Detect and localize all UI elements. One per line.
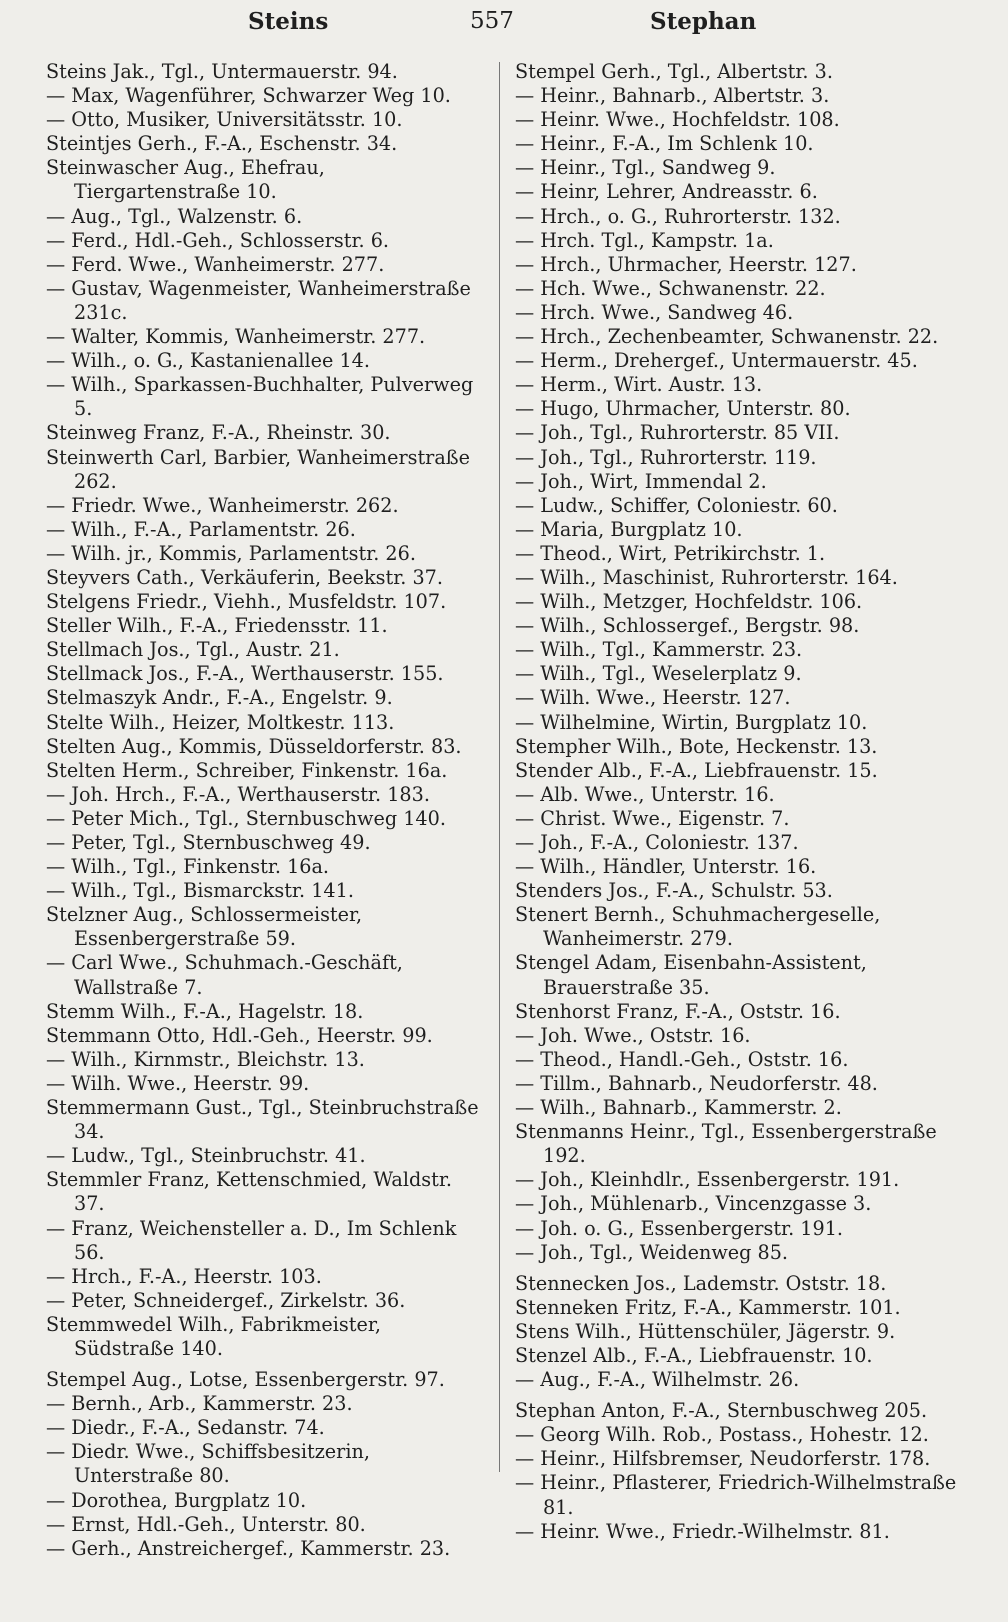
directory-entry: — Wilh. jr., Kommis, Parlamentstr. 26.	[46, 541, 416, 565]
directory-entry: Stenzel Alb., F.-A., Liebfrauenstr. 10.	[515, 1343, 873, 1367]
directory-entry: — Heinr., Tgl., Sandweg 9.	[515, 156, 776, 180]
directory-entry: Stemm Wilh., F.-A., Hagelstr. 18.	[46, 999, 364, 1023]
directory-entry: — Peter Mich., Tgl., Sternbuschweg 140.	[46, 806, 446, 830]
directory-entry: — Max, Wagenführer, Schwarzer Weg 10.	[46, 84, 451, 108]
directory-entry: Stelmaszyk Andr., F.-A., Engelstr. 9.	[46, 686, 393, 710]
directory-entry: Stempel Gerh., Tgl., Albertstr. 3.	[515, 60, 833, 83]
directory-entry: — Wilh., Händler, Unterstr. 16.	[515, 855, 817, 879]
directory-entry: Steins Jak., Tgl., Untermauerstr. 94.	[46, 60, 398, 83]
directory-entry: Steller Wilh., F.-A., Friedensstr. 11.	[46, 614, 388, 638]
directory-entry: — Hrch., F.-A., Heerstr. 103.	[46, 1264, 322, 1288]
directory-entry: — Joh., Tgl., Ruhrorterstr. 85 VII.	[515, 421, 840, 445]
directory-entry: Stens Wilh., Hüttenschüler, Jägerstr. 9.	[515, 1319, 896, 1343]
directory-entry: — Walter, Kommis, Wanheimerstr. 277.	[46, 325, 426, 349]
directory-entry: — Wilh. Wwe., Heerstr. 127.	[515, 686, 791, 710]
directory-entry: — Georg Wilh. Rob., Postass., Hohestr. 12.	[515, 1423, 929, 1447]
directory-entry: — Wilh., Sparkassen-Buchhalter, Pulverweg 5.	[46, 373, 474, 421]
directory-entry: Stelten Aug., Kommis, Düsseldorferstr. 83.	[46, 734, 462, 758]
directory-entry: Stellmack Jos., F.-A., Werthauserstr. 155.	[46, 662, 444, 686]
directory-entry: — Theod., Wirt, Petrikirchstr. 1.	[515, 541, 826, 565]
directory-entry: — Wilh., o. G., Kastanienallee 14.	[46, 349, 370, 373]
directory-entry: — Herm., Drehergef., Untermauerstr. 45.	[515, 349, 918, 373]
directory-entry: — Joh., Mühlenarb., Vincenzgasse 3.	[515, 1192, 872, 1216]
directory-entry: — Heinr., F.-A., Im Schlenk 10.	[515, 132, 814, 156]
directory-entry: — Ferd. Wwe., Wanheimerstr. 277.	[46, 252, 385, 276]
directory-entry: — Dorothea, Burgplatz 10.	[46, 1488, 307, 1512]
directory-entry: — Gustav, Wagenmeister, Wanheimerstraße 231c.	[46, 276, 471, 324]
directory-entry: — Wilh., F.-A., Parlamentstr. 26.	[46, 517, 356, 541]
directory-entry: — Carl Wwe., Schuhmach.-Geschäft, Wallstraße 7.	[46, 951, 403, 999]
directory-entry: — Wilh., Bahnarb., Kammerstr. 2.	[515, 1096, 842, 1120]
directory-entry: — Otto, Musiker, Universitätsstr. 10.	[46, 108, 403, 132]
directory-entry: — Tillm., Bahnarb., Neudorferstr. 48.	[515, 1071, 878, 1095]
directory-entry: — Joh., F.-A., Coloniestr. 137.	[515, 831, 799, 854]
directory-entry: Stellmach Jos., Tgl., Austr. 21.	[46, 638, 340, 662]
directory-entry: Stennecken Jos., Lademstr. Oststr. 18.	[515, 1271, 887, 1295]
directory-entry: — Heinr. Wwe., Friedr.-Wilhelmstr. 81.	[515, 1519, 890, 1543]
directory-entry: Stenders Jos., F.-A., Schulstr. 53.	[515, 879, 833, 903]
directory-entry: — Hugo, Uhrmacher, Unterstr. 80.	[515, 397, 851, 421]
directory-entry: — Bernh., Arb., Kammerstr. 23.	[46, 1392, 353, 1416]
directory-entry: — Hrch., Zechenbeamter, Schwanenstr. 22.	[515, 325, 939, 349]
directory-entry: — Peter, Tgl., Sternbuschweg 49.	[46, 831, 371, 854]
directory-entry: — Diedr. Wwe., Schiffsbesitzerin, Unterstraße 80.	[46, 1440, 370, 1488]
directory-entry: — Hrch., Uhrmacher, Heerstr. 127.	[515, 252, 857, 276]
directory-entry: — Joh., Kleinhdlr., Essenbergerstr. 191.	[515, 1168, 900, 1192]
directory-entry: Stenmanns Heinr., Tgl., Essenbergerstraße 192.	[515, 1120, 937, 1168]
header-right-keyword: Stephan	[650, 8, 757, 35]
directory-entry: — Aug., Tgl., Walzenstr. 6.	[46, 204, 303, 228]
directory-entry: Stenert Bernh., Schuhmachergeselle, Wanheimerstr. 279.	[515, 903, 881, 951]
directory-entry: — Wilhelmine, Wirtin, Burgplatz 10.	[515, 710, 868, 734]
directory-entry: Steintjes Gerh., F.-A., Eschenstr. 34.	[46, 132, 398, 156]
directory-entry: Stelte Wilh., Heizer, Moltkestr. 113.	[46, 710, 395, 734]
directory-entry: — Ferd., Hdl.-Geh., Schlosserstr. 6.	[46, 228, 390, 252]
directory-entry: — Hrch. Tgl., Kampstr. 1a.	[515, 228, 774, 252]
directory-entry: — Joh. o. G., Essenbergerstr. 191.	[515, 1216, 844, 1240]
directory-entry: — Christ. Wwe., Eigenstr. 7.	[515, 806, 790, 830]
directory-entry: — Alb. Wwe., Unterstr. 16.	[515, 782, 775, 806]
directory-entry: — Franz, Weichensteller a. D., Im Schlenk 56.	[46, 1216, 457, 1264]
directory-entry: Stemmler Franz, Kettenschmied, Waldstr. 37.	[46, 1168, 453, 1216]
page-number: 557	[470, 8, 514, 34]
directory-entry: — Wilh., Tgl., Finkenstr. 16a.	[46, 855, 330, 879]
directory-entry: Stenhorst Franz, F.-A., Oststr. 16.	[515, 999, 841, 1023]
directory-entry: — Heinr. Wwe., Hochfeldstr. 108.	[515, 108, 840, 132]
directory-entry: — Heinr., Hilfsbremser, Neudorferstr. 178.	[515, 1447, 931, 1471]
directory-entry: — Diedr., F.-A., Sedanstr. 74.	[46, 1416, 325, 1440]
directory-entry: — Peter, Schneidergef., Zirkelstr. 36.	[46, 1288, 406, 1312]
directory-entry: Steinwascher Aug., Ehefrau, Tiergartenstraße 10.	[46, 156, 325, 204]
directory-entry: — Heinr., Bahnarb., Albertstr. 3.	[515, 84, 830, 108]
directory-entry: Stemmermann Gust., Tgl., Steinbruchstraße 34.	[46, 1096, 479, 1144]
directory-entry: Stempel Aug., Lotse, Essenbergerstr. 97.	[46, 1368, 445, 1392]
directory-entry: Stemmwedel Wilh., Fabrikmeister, Südstraße 140.	[46, 1312, 381, 1360]
directory-entry: Stephan Anton, F.-A., Sternbuschweg 205.	[515, 1399, 928, 1423]
directory-entry: — Wilh., Tgl., Bismarckstr. 141.	[46, 879, 354, 903]
directory-entry: — Wilh. Wwe., Heerstr. 99.	[46, 1071, 310, 1095]
directory-entry: — Ludw., Schiffer, Coloniestr. 60.	[515, 493, 838, 517]
left-column	[46, 60, 482, 1561]
directory-entry: — Friedr. Wwe., Wanheimerstr. 262.	[46, 493, 399, 517]
directory-entry: — Herm., Wirt. Austr. 13.	[515, 373, 763, 397]
directory-entry: — Joh., Tgl., Ruhrorterstr. 119.	[515, 445, 817, 469]
directory-entry: — Joh., Tgl., Weidenweg 85.	[515, 1240, 789, 1264]
directory-entry: — Joh. Wwe., Oststr. 16.	[515, 1023, 751, 1047]
directory-entry: Steinweg Franz, F.-A., Rheinstr. 30.	[46, 421, 391, 445]
directory-entry: Stemmann Otto, Hdl.-Geh., Heerstr. 99.	[46, 1023, 433, 1047]
directory-entry: Steinwerth Carl, Barbier, Wanheimerstraße 262.	[46, 445, 470, 493]
directory-entry: Stelzner Aug., Schlossermeister, Essenbergerstraße 59.	[46, 903, 363, 951]
right-column	[515, 60, 965, 1544]
directory-entry: — Maria, Burgplatz 10.	[515, 517, 743, 541]
directory-entry: — Ludw., Tgl., Steinbruchstr. 41.	[46, 1144, 366, 1168]
directory-entry: — Hch. Wwe., Schwanenstr. 22.	[515, 276, 826, 300]
directory-entry: — Heinr., Pflasterer, Friedrich-Wilhelmstraße 81.	[515, 1471, 957, 1519]
directory-entry: Steyvers Cath., Verkäuferin, Beekstr. 37.	[46, 565, 443, 589]
directory-entry: Stempher Wilh., Bote, Heckenstr. 13.	[515, 734, 878, 758]
directory-entry: — Wilh., Schlossergef., Bergstr. 98.	[515, 614, 860, 638]
directory-entry: — Wilh., Maschinist, Ruhrorterstr. 164.	[515, 565, 898, 589]
directory-entry: — Joh. Hrch., F.-A., Werthauserstr. 183.	[46, 782, 430, 806]
directory-entry: — Wilh., Metzger, Hochfeldstr. 106.	[515, 590, 863, 614]
directory-entry: Stelten Herm., Schreiber, Finkenstr. 16a.	[46, 758, 448, 782]
directory-entry: — Wilh., Tgl., Kammerstr. 23.	[515, 638, 803, 662]
directory-entry: — Hrch., o. G., Ruhrorterstr. 132.	[515, 204, 841, 228]
directory-entry: — Wilh., Kirnmstr., Bleichstr. 13.	[46, 1047, 365, 1071]
directory-entry: Stenneken Fritz, F.-A., Kammerstr. 101.	[515, 1295, 901, 1319]
directory-entry: — Joh., Wirt, Immendal 2.	[515, 469, 767, 493]
directory-entry: Stengel Adam, Eisenbahn-Assistent, Brauerstraße 35.	[515, 951, 867, 999]
directory-entry: Stelgens Friedr., Viehh., Musfeldstr. 107.	[46, 590, 447, 614]
directory-entry: — Ernst, Hdl.-Geh., Unterstr. 80.	[46, 1512, 366, 1536]
directory-entry: — Aug., F.-A., Wilhelmstr. 26.	[515, 1368, 800, 1392]
directory-entry: — Hrch. Wwe., Sandweg 46.	[515, 300, 794, 324]
header-left-keyword: Steins	[248, 8, 329, 35]
directory-entry: Stender Alb., F.-A., Liebfrauenstr. 15.	[515, 758, 878, 782]
directory-entry: — Wilh., Tgl., Weselerplatz 9.	[515, 662, 802, 686]
directory-entry: — Theod., Handl.-Geh., Oststr. 16.	[515, 1047, 849, 1071]
column-divider	[499, 62, 500, 1472]
directory-entry: — Heinr, Lehrer, Andreasstr. 6.	[515, 180, 818, 204]
directory-entry: — Gerh., Anstreichergef., Kammerstr. 23.	[46, 1536, 451, 1560]
page-header	[0, 8, 1008, 42]
